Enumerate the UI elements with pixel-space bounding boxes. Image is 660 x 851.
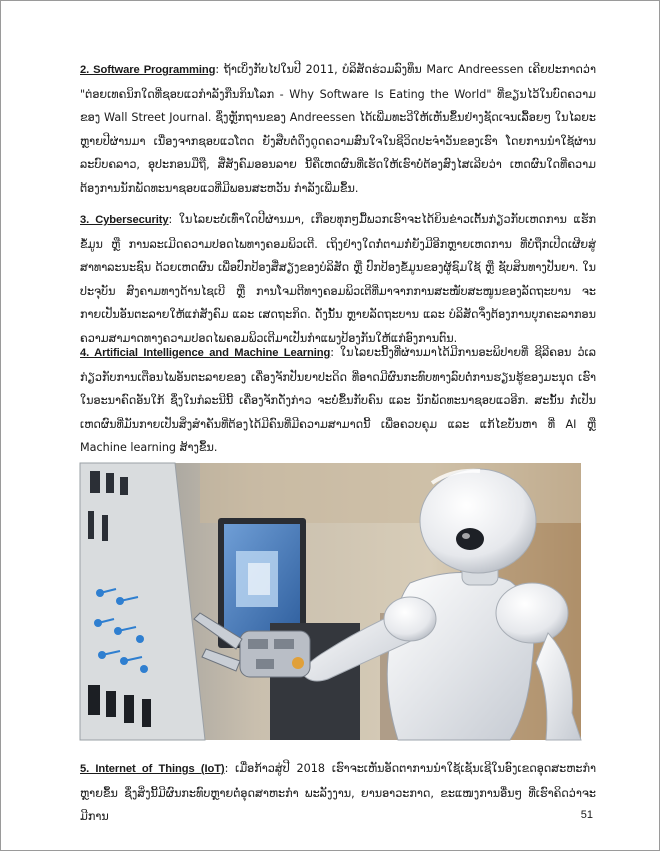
section-body: : ຖ້າເບິ່ງກັບໄປໃນປີ 2011, ບໍລິສັດຮ່ວມລົງທຶນ Marc Andreessen ເຄີຍປະກາດວ່າ "ຕ່ອຍເທຄນິກໃດທີ່ຊອບແວກຳລັງກືນກິນໂລກ - Why Software Is Eating the World" ທີ່ຂຽນໄວ້ໃນບົດຄວາມຂອງ Wall Street Journal. ຊຶ່ງຫຼັກຖານຂອງ Andreessen ໄດ້ເພີ່ມທະວີໃຫ້ເຫັນຂຶ້ນຢ່າງຊັດເຈນເລື້ອຍໆ ໃນໄລຍະຫຼາຍປີຜ່ານມາ ເນື່ອງຈາກຊອບແວໂຕດ ຍັງສືບຕໍ່ດຶງດູດຄວາມສົນໃຈໃນຊີວິດປະຈຳວັນຂອງເຮົາ ໂດຍການນຳໃຊ້ຜ່ານ ລະບົບຄລາວ, ອຸປະກອນມືຖື, ສື່ສັງຄົມອອນລາຍ ນີ້ຄືເຫດຜົນທີ່ເຮັດໃຫ້ເຮົາບໍ່ຕ້ອງສົງໄສເລີຍວ່າ ເຫດຜົນໃດທີ່ຄວາມຕ້ອງການນັກພັດທະນາຊອບແວທີ່ມີພອນສະຫວັນ ກຳລັງເພີ່ມຂຶ້ນ. xyxy=(80,63,596,195)
section-ai-machine-learning xyxy=(80,341,596,459)
page-number: 51 xyxy=(580,809,593,821)
section-body: : ໃນໄລຍະບໍ່ເທົ່າໃດປີຜ່ານມາ, ເກືອບທຸກໆມື້ພວກເຮົາຈະໄດ້ຍິນຂ່າວເຕັ້ນກ່ຽວກັບເຫດການ ແຮັກຂໍ້ມູນ ຫຼື ການລະເມີດຄວາມປອດໄພທາງຄອມພິວເຕີ. ເຖິງຢ່າງໃດກໍ່ຕາມກໍ່ຍັງມີອີກຫຼາຍເຫດການ ທີ່ບໍ່ຖືກເປີດເຜີຍສູ່ສາທາລະນະຊົນ ດ້ວຍເຫດຜົນ ເພື່ອປົກປ້ອງສື່ສຽງຂອງບໍລິສັດ ຫຼື ປົກປ້ອງຂໍ້ມູນຂອງຜູ້ຊົມໃຊ້ ຫຼື ຊັບສິນທາງປັນຍາ. ໃນປະຈຸບັນ ສົງຄາມທາງດ້ານໄຊເບີ ຫຼື ການໂຈມຕີທາງຄອມພິວເຕີທີ່ມາຈາກການສະໜັບສະໜູນຂອງລັດຖະບານ ຈະກາຍເປັນອັນຕະລາຍໃຫ້ແກ່ສັງຄົມ ແລະ ເສດຖະກິດ. ດັ່ງນັ້ນ ຫຼາຍລັດຖະບານ ແລະ ບໍລິສັດຈຶ່ງຕ້ອງການບຸກຄະລາກອນຄວາມສາມາດທາງຄວາມປອດໄພຄອມພິວເຕີມາເປັນກຳແພງປ້ອງກັນໃຫ້ແກ່ອົງການຕົນ. xyxy=(80,213,596,345)
section-software-programming xyxy=(80,58,596,200)
section-heading: 5. Internet of Things (IoT) xyxy=(80,763,225,775)
robot-photo xyxy=(80,463,581,740)
section-body: : ເມື່ອກ້າວສູ່ປີ 2018 ເຮົາຈະເຫັນອັດຕາການນຳໃຊ້ເຊັນເຊີໃນອົງເຂດອຸດສະຫະກຳຫຼາຍຂຶ້ນ ຊຶ່ງສິ່ງນີ້ມີຜົນກະທົບຫຼາຍຕໍ່ອຸດສາຫະກຳ ພະລັງງານ, ຍານອາວະກາດ, ຂະແໜງການອື່ນໆ ທີ່ເຮົາຄິດວ່າຈະມີການ xyxy=(80,762,596,823)
section-cybersecurity xyxy=(80,208,596,345)
section-body: : ໃນໄລຍະນີ້ງທີ່ຜ່ານມາໄດ້ມີການອະພິປາຍທີ່ ຊີລີຄອນ ວໍເລ ກ່ຽວກັບການເຕືອນໄພອັນຕະລາຍຂອງ ເຄື່ອງຈັກປັນຍາປະດິດ ທີ່ອາດມີຜົນກະທົບທາງລົບຕໍ່ການຮຽນຮູ້ຂອງມະນຸດ ເຮົາໃນອະນາຄົດອັນໃກ້ ຊຶ່ງໃນກໍລະນີນີ້ ເຄື່ອງຈັກດັ່ງກ່າວ ຈະບໍ່ຂຶ້ນກັບຄົນ ແລະ ນັກພັດທະນາຊອບແວອີກ. ສະນັ້ນ ກໍ່ເປັນເຫດຜົນທີ່ມັນກາຍເປັນສິ່ງສຳຄັນທີ່ຕ້ອງໄດ້ມີຄົນທີ່ມີຄວາມສາມາດນີ້ ເພື່ອຄວບຄຸມ ແລະ ແກ້ໄຂບັນຫາ ທີ່ AI ຫຼື Machine learning ສ້າງຂຶ້ນ. xyxy=(80,346,596,454)
section-heading: 4. Artificial Intelligence and Machine Learning xyxy=(80,347,331,359)
section-heading: 3. Cybersecurity xyxy=(80,214,169,226)
section-heading: 2. Software Programming xyxy=(80,64,216,76)
